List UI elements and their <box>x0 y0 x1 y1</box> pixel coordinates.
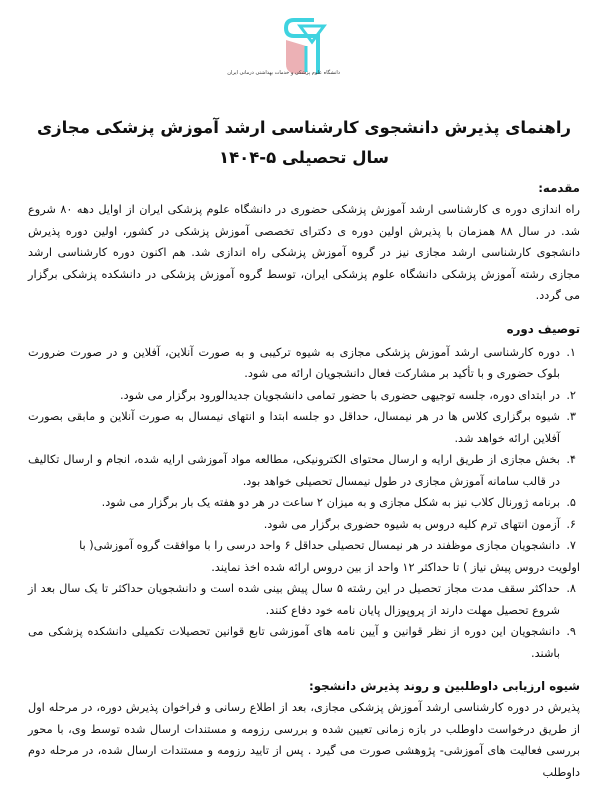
document-title: راهنمای پذیرش دانشجوی کارشناسی ارشد آموزش پزشکی مجازی <box>36 118 571 137</box>
list-item-number: ۶. <box>566 517 576 531</box>
list-item-number: ۴. <box>566 453 576 466</box>
list-item <box>28 406 580 449</box>
list-item-text: برنامه ژورنال کلاب نیز به شکل مجازی و به میزان ۲ ساعت در هر دو هفته یک بار برگزار می شود. <box>101 496 560 509</box>
list-item-text: شیوه برگزاری کلاس ها در هر نیمسال، حداقل دو جلسه ابتدا و انتهای نیمسال به صورت آنلاین و مابقی بصورت آفلاین ارائه خواهد شد. <box>28 410 560 445</box>
list-item-number: ۹. <box>566 625 576 638</box>
list-item-text: دانشجویان این دوره از نظر قوانین و آیین نامه های آموزشی تابع قوانین تحصیلات تکمیلی دانشکده پزشکی می باشند. <box>28 625 560 660</box>
list-item-text: در ابتدای دوره، جلسه توجیهی حضوری با حضور تمامی دانشجویان جدیدالورود برگزار می شود. <box>119 388 560 402</box>
list-item-number: ۲. <box>566 388 576 402</box>
course-description-heading: توصیف دوره <box>506 321 580 336</box>
document-body <box>28 178 580 783</box>
intro-paragraph: راه اندازی دوره ی کارشناسی ارشد آموزش پزشکی حضوری در دانشگاه علوم پزشکی ایران از اوایل دهه ۸۰ شروع شد. در سال ۸۸ همزمان با پذیرش اولین دوره ی دکترای تخصصی آموزش پزشکی در کشور، اولین دوره پذیرش دانشجوی کارشناسی ارشد مجازی نیز در گروه آموزش پزشکی راه اندازی شد. هم اکنون دوره کارشناسی ارشد مجازی رشته آموزش پزشکی دانشگاه علوم پزشکی ایران، توسط گروه آموزش پزشکی در دانشکده پزشکی برگزار می گردد. <box>28 203 580 302</box>
list-item-number: ۵. <box>566 496 576 509</box>
list-item <box>28 621 580 664</box>
list-item-text: بخش مجازی از طریق ارایه و ارسال محتوای الکترونیکی، مطالعه مواد آموزشی ارایه شده، انجام و ارسال تکالیف در قالب سامانه آموزش مجازی در طول نیمسال تحصیلی خواهد بود. <box>28 453 560 488</box>
course-description-list <box>28 342 580 665</box>
list-item <box>28 514 580 536</box>
list-item <box>28 342 580 385</box>
list-item <box>28 578 580 621</box>
admission-paragraph: پذیرش در دوره کارشناسی ارشد آموزش پزشکی مجازی، بعد از اطلاع رسانی و فراخوان پذیرش دوره، در مرحله اول از طریق درخواست داوطلب در بازه زمانی تعیین شده و بررسی رزومه و مستندات ارسال شده توسط وی، با محور بررسی فعالیت های آموزشی- پژوهشی صورت می گیرد . پس از تایید رزومه و مستندات ارسال شده، در مرحله دوم داوطلب <box>28 701 580 779</box>
list-item-number: ۳. <box>566 410 576 423</box>
logo-caption: دانشگاه علوم پزشکی و خدمات بهداشتی درمانی ایران <box>227 70 340 76</box>
list-item <box>28 535 580 578</box>
list-item-text: حداکثر سقف مدت مجاز تحصیل در این رشته ۵ سال پیش بینی شده است و دانشجویان حداکثر تا یک سال بعد از شروع تحصیل مهلت دارند از پروپوزال پایان نامه خود دفاع کنند. <box>28 582 561 617</box>
list-item-text: دانشجویان مجازی موظفند در هر نیمسال تحصیلی حداقل ۶ واحد درسی را با موافقت گروه آموزشی( با <box>79 539 560 552</box>
list-item <box>28 385 580 407</box>
list-item-number: ۷. <box>566 539 576 552</box>
list-item <box>28 449 580 492</box>
list-item-number: ۱. <box>566 345 576 359</box>
list-item-number: ۸. <box>566 582 576 595</box>
list-item-continuation: اولویت دروس پیش نیاز ) تا حداکثر ۱۲ واحد از بین دروس ارائه شده اخذ نمایند. <box>211 560 580 574</box>
intro-heading: مقدمه: <box>538 181 580 195</box>
list-item-text: آزمون انتهای ترم کلیه دروس به شیوه حضوری برگزار می شود. <box>263 517 560 531</box>
admission-heading: شیوه ارزیابی داوطلبین و روند پذیرش دانشجو: <box>308 679 580 693</box>
list-item-text: دوره کارشناسی ارشد آموزش پزشکی مجازی به شیوه ترکیبی و به صورت آنلاین، آفلاین و در صورت ضرورت بلوک حضوری و با تأکید بر مشارکت فعال دانشجویان ارائه می شود. <box>28 345 560 380</box>
list-item <box>28 492 580 514</box>
document-subtitle-year: سال تحصیلی ۵-۱۴۰۴ <box>219 148 389 167</box>
